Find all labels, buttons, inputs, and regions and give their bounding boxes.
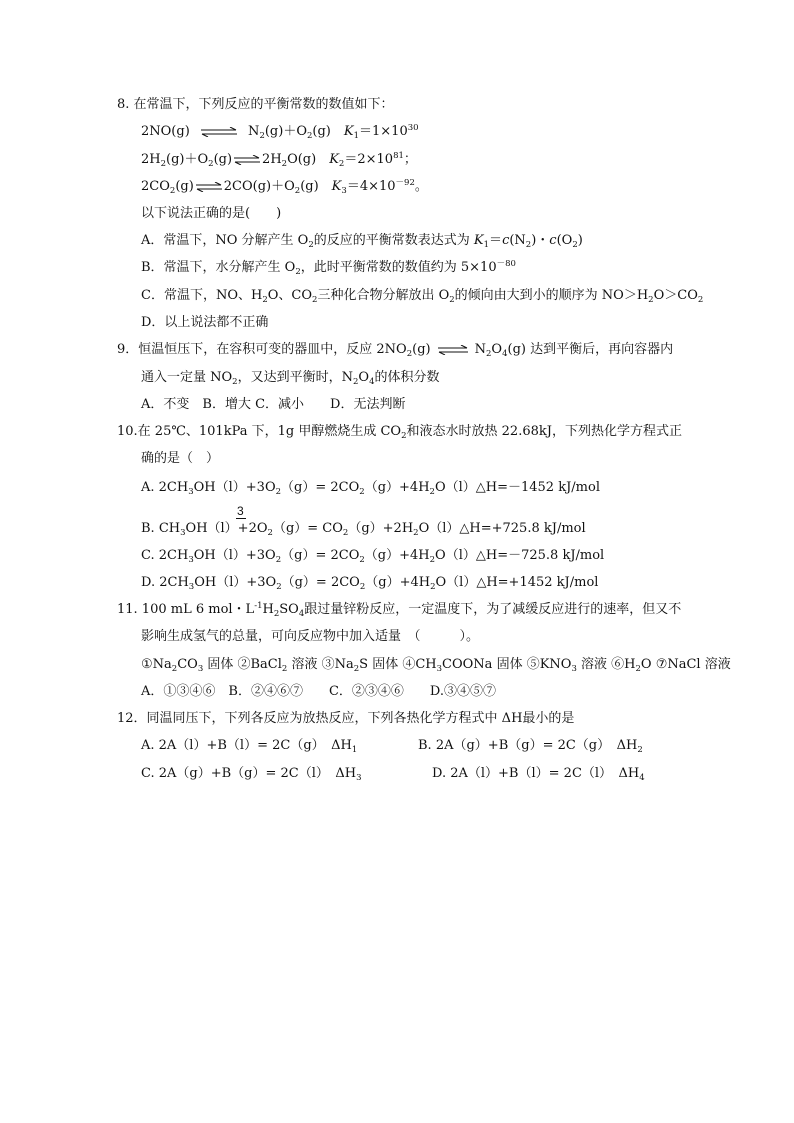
q9-options: A．不变 B．增大 C．减小 D．无法判断 <box>141 397 406 412</box>
equilibrium-arrow-icon <box>195 182 223 192</box>
q10-option-a: A. $2CH_3OH(l)+3O_2(g)=$ $2CO_2(g)+4H_2O(l)\triangle H=-1452$ kJ/mol <box>141 480 600 497</box>
q10-line-2: 确的是（ ） <box>141 451 220 466</box>
q10-option-b: B. $CH_3OH(l)+2O_2(g)=$ $CO_2(g)+2H_2O(l)\triangle H=+725.8$ kJ/mol <box>141 521 586 538</box>
q9-line-1: 9．恒温恒压下，在容积可变的器皿中，反应 $2NO_2(g)$ $N_2O_4(g)$ 达到平衡后，再向容器内 <box>117 342 674 359</box>
q12-option-c: C. 2A（g）+B（g）= 2C（l） $\Delta H_3$ <box>141 766 362 783</box>
q9-line-2: 通入一定量 $NO_2$，又达到平衡时，$N_2O_4$的体积分数 <box>141 370 440 387</box>
q8-option-d: D．以上说法都不正确 <box>141 315 269 330</box>
equilibrium-arrow-icon <box>233 155 261 165</box>
q12-stem: 12．同温同压下，下列各反应为放热反应，下列各热化学方程式中 ΔH最小的是 <box>117 711 575 726</box>
q8-option-a: A．常温下，NO 分解产生 $O_2$的反应的平衡常数表达式为 $K_1=c(N_2)$・$c(O_2)$ <box>141 233 583 250</box>
q10-line-1: 10.在 25℃、101kPa 下，1g 甲醇燃烧生成 $CO_2$和液态水时放热 22.68kJ，下列热化学方程式正 <box>117 424 682 441</box>
equilibrium-arrow-icon <box>437 345 469 355</box>
q8-option-b: B．常温下，水分解产生 $O_2$，此时平衡常数的数值约为 $5\times 10^{-80}$ <box>141 259 516 277</box>
q8-reaction-2: $2H_2(g)+O_2(g)$ $2H_2O(g)$ $K_2=2\times 10^{81}$； <box>141 151 417 169</box>
q11-reagents: $①Na_2CO_3$ 固体 ②BaCl$_2$ 溶液 $③Na_2S$ 固体 $④CH_3COONa$ 固体 $⑤KNO_3$ 溶液 $⑥H_2O$ ⑦NaCl 溶液 <box>141 657 731 674</box>
equilibrium-arrow-icon <box>200 127 238 137</box>
q10-option-c: C. $2CH_3OH(l)+3O_2(g)=$ $2CO_2(g)+4H_2O(l)\triangle H=-725.8$ kJ/mol <box>141 548 605 565</box>
q8-ask: 以下说法正确的是( ) <box>141 206 282 221</box>
q8-option-c: C．常温下，NO、$H_2O$、$CO_2$三种化合物分解放出 $O_2$的倾向由大到小的顺序为 $NO>H_2O>CO_2$ <box>141 288 704 305</box>
q12-option-d: D. 2A（l）+B（l）= 2C（l） $\Delta H_4$ <box>432 766 645 783</box>
q8-stem: 8. 在常温下，下列反应的平衡常数的数值如下： <box>117 97 394 112</box>
q8-reaction-1: 2NO(g) $N_2(g)+O_2(g)$ $K_1=1\times 10^{30}$ <box>141 123 419 141</box>
q10-fraction-numerator: 3 <box>237 504 244 518</box>
q8-reaction-3: $2CO_2(g)$ $2CO(g)+O_2(g)$ $K_3=4\times 10^{-92}$。 <box>141 178 428 196</box>
q11-options: A．①③④⑥ B．②④⑥⑦ C．②③④⑥ D.③④⑤⑦ <box>141 684 496 699</box>
q12-option-a: A. 2A（l）+B（l）= 2C（g） $\Delta H_1$ <box>141 738 358 755</box>
q10-option-d: D. $2CH_3OH(l)+3O_2(g)=$ $2CO_2(g)+4H_2O(l)\triangle H=+1452$ kJ/mol <box>141 575 599 592</box>
q12-option-b: B. 2A（g）+B（g）= 2C（g） $\Delta H_2$ <box>418 738 643 755</box>
q11-line-2: 影响生成氢气的总量，可向反应物中加入适量 （ ）。 <box>141 629 480 644</box>
q11-line-1: 11. 100 mL 6 mol・$L^{-1}H_2SO_4$跟过量锌粉反应，一定温度下，为了减缓反应进行的速率，但又不 <box>117 601 682 619</box>
q10-fraction-bar <box>236 518 246 519</box>
